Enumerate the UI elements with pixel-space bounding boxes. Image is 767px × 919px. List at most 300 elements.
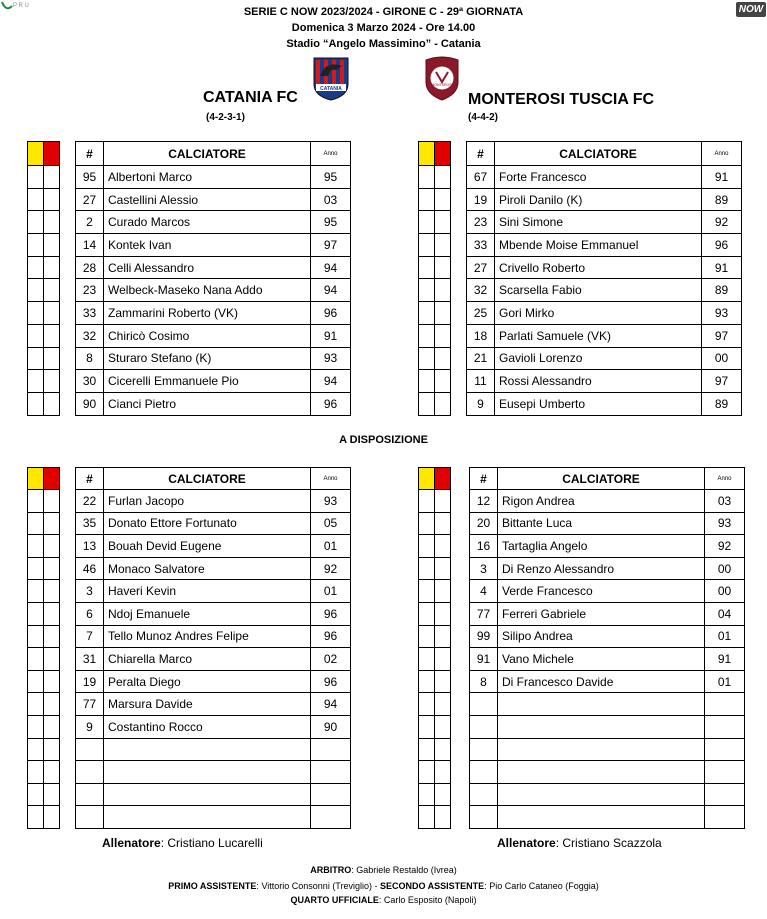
card-row <box>419 302 451 325</box>
card-row <box>28 211 60 234</box>
card-row <box>28 370 60 393</box>
player-num: 27 <box>467 256 495 279</box>
yellow-card-cell <box>28 279 44 302</box>
card-row <box>28 302 60 325</box>
player-year <box>705 806 745 829</box>
player-num: 67 <box>467 166 495 189</box>
player-year: 01 <box>705 670 745 693</box>
player-num: 28 <box>76 256 104 279</box>
competition-title: SERIE C NOW 2023/2024 - GIRONE C - 29ª GIORNATA <box>243 6 524 18</box>
red-card-cell <box>44 693 60 716</box>
player-num: 46 <box>76 557 104 580</box>
player-name: Forte Francesco <box>495 166 702 189</box>
card-row <box>28 256 60 279</box>
yellow-card-cell <box>28 512 44 535</box>
header-player: CALCIATORE <box>495 142 702 166</box>
table-row <box>470 625 745 648</box>
card-row <box>419 512 451 535</box>
assistant2-name: Pio Carlo Cataneo (Foggia) <box>489 881 599 891</box>
red-card-cell <box>435 512 451 535</box>
table-row <box>470 535 745 558</box>
player-year: 00 <box>705 580 745 603</box>
fourth-name: Carlo Esposito (Napoli) <box>383 895 477 905</box>
referee-name: Gabriele Restaldo (Ivrea) <box>356 865 457 875</box>
player-num: 8 <box>470 670 498 693</box>
player-num: 9 <box>76 715 104 738</box>
player-name <box>498 783 705 806</box>
red-card-cell <box>44 738 60 761</box>
header-num: # <box>467 142 495 166</box>
table-row <box>467 347 742 370</box>
away-subs-table <box>469 467 745 829</box>
table-row <box>470 783 745 806</box>
table-row <box>470 693 745 716</box>
card-row <box>28 806 60 829</box>
yellow-card-cell <box>28 625 44 648</box>
referee-label: ARBITRO <box>310 865 352 875</box>
player-name: Peralta Diego <box>104 670 311 693</box>
player-num <box>470 761 498 784</box>
card-row <box>419 602 451 625</box>
player-name: Eusepi Umberto <box>495 392 702 415</box>
red-card-cell <box>44 211 60 234</box>
yellow-card-cell <box>28 670 44 693</box>
red-card-cell <box>435 234 451 257</box>
home-coach: Allenatore: Cristiano Lucarelli <box>102 836 263 850</box>
yellow-card-cell <box>28 211 44 234</box>
card-row <box>28 490 60 513</box>
player-year: 93 <box>702 302 742 325</box>
player-num: 90 <box>76 392 104 415</box>
player-name: Furlan Jacopo <box>104 490 311 513</box>
player-name: Sturaro Stefano (K) <box>104 347 311 370</box>
card-row <box>28 279 60 302</box>
card-row <box>28 512 60 535</box>
player-num <box>470 783 498 806</box>
player-name: Monaco Salvatore <box>104 557 311 580</box>
header-player: CALCIATORE <box>104 468 311 490</box>
table-row <box>76 188 351 211</box>
table-row <box>76 347 351 370</box>
player-num: 22 <box>76 490 104 513</box>
player-name: Albertoni Marco <box>104 166 311 189</box>
red-card-header <box>435 142 451 166</box>
table-row <box>470 738 745 761</box>
card-row <box>28 648 60 671</box>
player-year: 01 <box>311 580 351 603</box>
yellow-card-cell <box>28 188 44 211</box>
player-name: Bittante Luca <box>498 512 705 535</box>
player-name: Haveri Kevin <box>104 580 311 603</box>
table-row <box>467 211 742 234</box>
table-row <box>76 370 351 393</box>
table-row <box>76 392 351 415</box>
red-card-cell <box>435 557 451 580</box>
yellow-card-cell <box>419 580 435 603</box>
yellow-card-header <box>28 468 44 490</box>
red-card-header <box>44 142 60 166</box>
card-row <box>28 625 60 648</box>
player-year: 94 <box>311 256 351 279</box>
table-row <box>470 715 745 738</box>
match-date: Domenica 3 Marzo 2024 - Ore 14.00 <box>291 22 476 34</box>
card-row <box>419 256 451 279</box>
red-card-cell <box>44 580 60 603</box>
player-num <box>470 693 498 716</box>
player-name: Sini Simone <box>495 211 702 234</box>
player-year <box>705 738 745 761</box>
player-year: 97 <box>702 324 742 347</box>
player-num <box>76 761 104 784</box>
card-row <box>419 392 451 415</box>
player-name: Tello Munoz Andres Felipe <box>104 625 311 648</box>
player-num: 30 <box>76 370 104 393</box>
yellow-card-cell <box>28 602 44 625</box>
table-row <box>467 324 742 347</box>
player-name: Zammarini Roberto (VK) <box>104 302 311 325</box>
yellow-card-cell <box>419 512 435 535</box>
card-row <box>28 188 60 211</box>
yellow-card-cell <box>28 783 44 806</box>
red-card-header <box>44 468 60 490</box>
table-row <box>76 234 351 257</box>
assistant2-label: SECONDO ASSISTENTE <box>379 881 485 891</box>
player-year: 92 <box>702 211 742 234</box>
red-card-cell <box>435 279 451 302</box>
player-num: 18 <box>467 324 495 347</box>
player-year: 93 <box>311 490 351 513</box>
table-row <box>76 256 351 279</box>
yellow-card-cell <box>419 715 435 738</box>
red-card-cell <box>435 370 451 393</box>
player-name <box>104 783 311 806</box>
header-year: Anno <box>702 142 742 166</box>
card-row <box>28 783 60 806</box>
card-row <box>419 188 451 211</box>
player-num <box>470 715 498 738</box>
player-year <box>311 761 351 784</box>
away-subs-cards <box>418 467 451 829</box>
red-card-cell <box>44 783 60 806</box>
table-row <box>76 211 351 234</box>
yellow-card-cell <box>419 602 435 625</box>
player-year: 04 <box>705 602 745 625</box>
player-year <box>705 693 745 716</box>
player-year: 91 <box>702 166 742 189</box>
assistant1-label: PRIMO ASSISTENTE <box>168 881 257 891</box>
yellow-card-cell <box>28 256 44 279</box>
red-card-cell <box>435 602 451 625</box>
table-row <box>467 166 742 189</box>
yellow-card-cell <box>419 670 435 693</box>
yellow-card-cell <box>28 347 44 370</box>
yellow-card-cell <box>28 806 44 829</box>
player-num <box>76 783 104 806</box>
home-subs-table <box>75 467 351 829</box>
card-row <box>419 580 451 603</box>
yellow-card-cell <box>419 392 435 415</box>
player-year: 03 <box>705 490 745 513</box>
player-year: 97 <box>702 370 742 393</box>
player-num <box>470 806 498 829</box>
player-num: 19 <box>76 670 104 693</box>
yellow-card-cell <box>28 392 44 415</box>
red-card-cell <box>44 324 60 347</box>
player-year: 94 <box>311 693 351 716</box>
red-card-cell <box>435 783 451 806</box>
player-name: Tartaglia Angelo <box>498 535 705 558</box>
table-row <box>467 302 742 325</box>
player-name: Costantino Rocco <box>104 715 311 738</box>
card-row <box>419 279 451 302</box>
player-year: 96 <box>311 602 351 625</box>
red-card-cell <box>44 806 60 829</box>
table-row <box>467 188 742 211</box>
player-num: 9 <box>467 392 495 415</box>
player-num: 31 <box>76 648 104 671</box>
card-row <box>419 693 451 716</box>
player-num: 8 <box>76 347 104 370</box>
card-row <box>28 693 60 716</box>
assistants-line: PRIMO ASSISTENTE: Vittorio Consonni (Treviglio) - SECONDO ASSISTENTE: Pio Carlo Cataneo (Foggia) <box>168 881 599 891</box>
player-name: Rossi Alessandro <box>495 370 702 393</box>
player-name: Curado Marcos <box>104 211 311 234</box>
player-num: 19 <box>467 188 495 211</box>
yellow-card-header <box>419 142 435 166</box>
card-row <box>28 324 60 347</box>
player-name: Bouah Devid Eugene <box>104 535 311 558</box>
home-starters-table <box>75 141 351 416</box>
player-name: Gavioli Lorenzo <box>495 347 702 370</box>
red-card-cell <box>44 648 60 671</box>
player-name: Rigon Andrea <box>498 490 705 513</box>
red-card-cell <box>44 715 60 738</box>
fourth-label: QUARTO UFFICIALE <box>290 895 379 905</box>
player-name: Vano Michele <box>498 648 705 671</box>
yellow-card-cell <box>419 188 435 211</box>
card-row <box>419 761 451 784</box>
player-year: 91 <box>311 324 351 347</box>
card-row <box>419 625 451 648</box>
yellow-card-cell <box>28 166 44 189</box>
player-num: 12 <box>470 490 498 513</box>
yellow-card-cell <box>28 580 44 603</box>
table-row <box>467 256 742 279</box>
red-card-cell <box>44 761 60 784</box>
red-card-cell <box>435 535 451 558</box>
red-card-cell <box>44 490 60 513</box>
player-name: Parlati Samuele (VK) <box>495 324 702 347</box>
player-num: 14 <box>76 234 104 257</box>
card-row <box>28 580 60 603</box>
red-card-cell <box>44 256 60 279</box>
table-row <box>76 279 351 302</box>
yellow-card-cell <box>419 693 435 716</box>
yellow-card-cell <box>28 557 44 580</box>
player-name: Kontek Ivan <box>104 234 311 257</box>
referee-line: ARBITRO: Gabriele Restaldo (Ivrea) <box>310 865 457 875</box>
player-year: 96 <box>702 234 742 257</box>
player-name: Chiricò Cosimo <box>104 324 311 347</box>
yellow-card-cell <box>28 693 44 716</box>
red-card-cell <box>435 580 451 603</box>
player-num: 23 <box>467 211 495 234</box>
red-card-cell <box>44 370 60 393</box>
subs-title: A DISPOSIZIONE <box>339 434 428 446</box>
player-year: 89 <box>702 188 742 211</box>
red-card-cell <box>435 670 451 693</box>
yellow-card-header <box>419 468 435 490</box>
player-year: 95 <box>311 211 351 234</box>
yellow-card-cell <box>28 324 44 347</box>
table-row <box>470 490 745 513</box>
red-card-cell <box>435 490 451 513</box>
player-year: 97 <box>311 234 351 257</box>
player-name: Welbeck-Maseko Nana Addo <box>104 279 311 302</box>
player-name: Donato Ettore Fortunato <box>104 512 311 535</box>
player-name <box>498 738 705 761</box>
red-card-cell <box>435 806 451 829</box>
player-name: Celli Alessandro <box>104 256 311 279</box>
red-card-cell <box>44 347 60 370</box>
header-num: # <box>76 468 104 490</box>
player-num: 11 <box>467 370 495 393</box>
player-num <box>76 806 104 829</box>
player-num: 16 <box>470 535 498 558</box>
player-name: Silipo Andrea <box>498 625 705 648</box>
table-row <box>76 693 351 716</box>
yellow-card-cell <box>419 370 435 393</box>
player-name: Cianci Pietro <box>104 392 311 415</box>
table-row <box>76 602 351 625</box>
yellow-card-cell <box>28 761 44 784</box>
player-name <box>498 761 705 784</box>
table-row <box>470 761 745 784</box>
player-name: Ndoj Emanuele <box>104 602 311 625</box>
red-card-cell <box>44 625 60 648</box>
player-num: 99 <box>470 625 498 648</box>
red-card-cell <box>44 166 60 189</box>
card-row <box>419 648 451 671</box>
red-card-header <box>435 468 451 490</box>
yellow-card-cell <box>419 535 435 558</box>
table-row <box>470 580 745 603</box>
yellow-card-cell <box>419 625 435 648</box>
player-name <box>498 715 705 738</box>
player-name: Gori Mirko <box>495 302 702 325</box>
card-row <box>419 715 451 738</box>
table-row <box>76 557 351 580</box>
player-num: 7 <box>76 625 104 648</box>
catania-logo-text: CATANIA <box>320 86 342 92</box>
player-num: 21 <box>467 347 495 370</box>
now-badge: NOW <box>736 2 766 17</box>
player-num: 6 <box>76 602 104 625</box>
player-name: Di Francesco Davide <box>498 670 705 693</box>
home-team-name: CATANIA FC <box>203 89 298 106</box>
header-player: CALCIATORE <box>498 468 705 490</box>
svg-text:P R U: P R U <box>13 3 29 9</box>
player-year <box>705 761 745 784</box>
away-starters-table <box>466 141 742 416</box>
monterosi-logo-text: MONTEROSI <box>431 83 453 87</box>
red-card-cell <box>435 324 451 347</box>
yellow-card-cell <box>28 370 44 393</box>
table-row <box>470 806 745 829</box>
yellow-card-cell <box>419 324 435 347</box>
red-card-cell <box>44 512 60 535</box>
red-card-cell <box>435 648 451 671</box>
yellow-card-cell <box>419 256 435 279</box>
table-row <box>467 392 742 415</box>
player-num: 95 <box>76 166 104 189</box>
red-card-cell <box>435 392 451 415</box>
home-coach-name: Cristiano Lucarelli <box>167 836 263 850</box>
player-num: 91 <box>470 648 498 671</box>
player-year <box>311 806 351 829</box>
red-card-cell <box>44 302 60 325</box>
player-num: 27 <box>76 188 104 211</box>
card-row <box>28 761 60 784</box>
header-player: CALCIATORE <box>104 142 311 166</box>
player-name: Mbende Moise Emmanuel <box>495 234 702 257</box>
card-row <box>419 234 451 257</box>
player-year <box>705 783 745 806</box>
red-card-cell <box>44 670 60 693</box>
red-card-cell <box>435 738 451 761</box>
table-row <box>76 490 351 513</box>
player-num <box>76 738 104 761</box>
player-name: Chiarella Marco <box>104 648 311 671</box>
yellow-card-cell <box>28 738 44 761</box>
player-year: 89 <box>702 392 742 415</box>
yellow-card-cell <box>419 648 435 671</box>
player-num: 77 <box>76 693 104 716</box>
red-card-cell <box>435 302 451 325</box>
away-coach-name: Cristiano Scazzola <box>562 836 662 850</box>
player-name <box>104 806 311 829</box>
table-row <box>76 512 351 535</box>
player-year: 96 <box>311 392 351 415</box>
player-name: Crivello Roberto <box>495 256 702 279</box>
player-num: 3 <box>470 557 498 580</box>
player-year: 91 <box>702 256 742 279</box>
header-year: Anno <box>311 142 351 166</box>
card-row <box>28 715 60 738</box>
table-row <box>76 738 351 761</box>
player-num: 77 <box>470 602 498 625</box>
yellow-card-cell <box>419 557 435 580</box>
red-card-cell <box>435 188 451 211</box>
card-row <box>419 370 451 393</box>
player-year: 05 <box>311 512 351 535</box>
player-name: Marsura Davide <box>104 693 311 716</box>
yellow-card-cell <box>419 211 435 234</box>
home-formation: (4-2-3-1) <box>206 112 245 123</box>
header-year: Anno <box>311 468 351 490</box>
table-row <box>76 648 351 671</box>
yellow-card-cell <box>28 302 44 325</box>
player-year: 00 <box>702 347 742 370</box>
card-row <box>28 166 60 189</box>
player-num: 33 <box>76 302 104 325</box>
red-card-cell <box>44 557 60 580</box>
red-card-cell <box>435 347 451 370</box>
player-year: 90 <box>311 715 351 738</box>
card-row <box>28 535 60 558</box>
yellow-card-cell <box>419 234 435 257</box>
card-row <box>28 670 60 693</box>
